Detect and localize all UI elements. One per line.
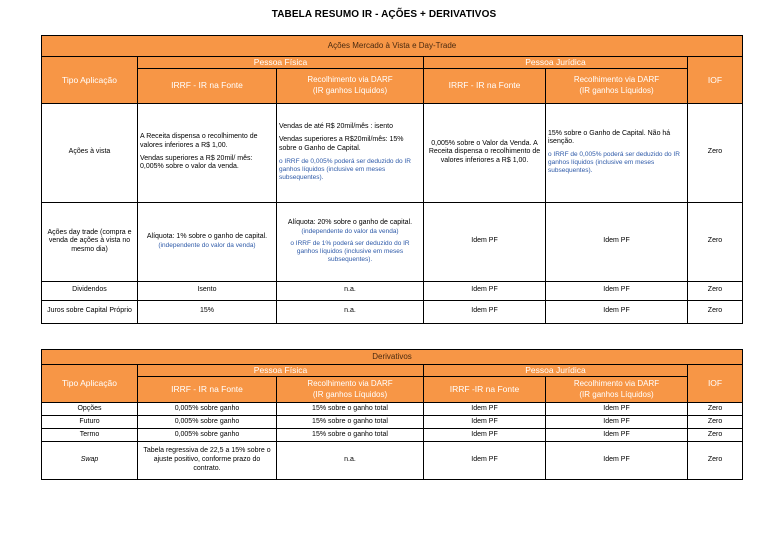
daytrade-pf-darf-2: (independente do valor da venda) bbox=[301, 227, 399, 235]
daytrade-iof: Zero bbox=[688, 202, 743, 281]
vista-pf-darf-1: Vendas de até R$ 20mil/mês : isento bbox=[279, 123, 394, 131]
header-pessoa-juridica: Pessoa Jurídica bbox=[424, 57, 688, 69]
header2-pj-darf bbox=[546, 377, 688, 403]
row-label-opcoes: Opções bbox=[42, 403, 138, 416]
table-row bbox=[42, 442, 743, 480]
juros-iof: Zero bbox=[688, 300, 743, 323]
row-label-swap: Swap bbox=[42, 442, 138, 480]
header-pj-darf-line1: Recolhimento via DARF bbox=[573, 75, 660, 85]
vista-pj-darf-1: 15% sobre o Ganho de Capital. Não há isenção. bbox=[548, 129, 671, 146]
table-row bbox=[42, 281, 743, 300]
daytrade-pj-darf: Idem PF bbox=[546, 202, 688, 281]
daytrade-pj-irrf: Idem PF bbox=[424, 202, 546, 281]
table-derivativos bbox=[41, 349, 743, 480]
opcoes-pf-irrf: 0,005% sobre ganho bbox=[138, 403, 277, 416]
header2-pf-darf-line2: (IR ganhos Líquidos) bbox=[312, 389, 388, 399]
header-pf-darf bbox=[277, 68, 424, 103]
daytrade-pf-darf bbox=[277, 202, 424, 281]
header-pf-darf-line2: (IR ganhos Líquidos) bbox=[312, 85, 388, 95]
swap-pf-darf: n.a. bbox=[277, 442, 424, 480]
daytrade-pf-darf-1: Alíquota: 20% sobre o ganho de capital. bbox=[287, 219, 413, 226]
header2-pessoa-fisica: Pessoa Física bbox=[138, 365, 424, 377]
termo-pj-darf: Idem PF bbox=[546, 429, 688, 442]
opcoes-pj-irrf: Idem PF bbox=[424, 403, 546, 416]
table-row bbox=[42, 300, 743, 323]
vista-pf-irrf-2: Vendas superiores a R$ 20mil/ mês: 0,005% sobre o valor da venda. bbox=[140, 154, 253, 171]
vista-pf-irrf bbox=[138, 103, 277, 202]
opcoes-pj-darf: Idem PF bbox=[546, 403, 688, 416]
header2-pf-darf bbox=[277, 377, 424, 403]
juros-pf-irrf: 15% bbox=[138, 300, 277, 323]
header2-iof: IOF bbox=[688, 365, 743, 403]
row-label-juros: Juros sobre Capital Próprio bbox=[42, 300, 138, 323]
header-iof: IOF bbox=[688, 57, 743, 104]
dividendos-pf-irrf: Isento bbox=[138, 281, 277, 300]
header2-tipo: Tipo Aplicação bbox=[42, 365, 138, 403]
daytrade-pf-irrf-1: Alíquota: 1% sobre o ganho de capital. bbox=[146, 233, 268, 241]
opcoes-iof: Zero bbox=[688, 403, 743, 416]
futuro-pj-irrf: Idem PF bbox=[424, 416, 546, 429]
vista-pf-darf-3: o IRRF de 0,005% poderá ser deduzido do IR ganhos líquidos (inclusive em meses subsequentes). bbox=[279, 157, 411, 181]
dividendos-iof: Zero bbox=[688, 281, 743, 300]
vista-iof: Zero bbox=[688, 103, 743, 202]
row-label-vista: Ações à vista bbox=[42, 103, 138, 202]
termo-pf-irrf: 0,005% sobre ganho bbox=[138, 429, 277, 442]
daytrade-pf-darf-3: o IRRF de 1% poderá ser deduzido do IR ganhos líquidos (inclusive em meses subsequentes). bbox=[290, 239, 410, 264]
page-title: TABELA RESUMO IR - AÇÕES + DERIVATIVOS bbox=[271, 9, 497, 20]
header-pj-darf bbox=[546, 68, 688, 103]
vista-pj-irrf: 0,005% sobre o Valor da Venda. A Receita dispensa o recolhimento de valores inferiores a R$ 1,00. bbox=[424, 103, 546, 202]
juros-pj-darf: Idem PF bbox=[546, 300, 688, 323]
vista-pf-darf bbox=[277, 103, 424, 202]
row-label-futuro: Futuro bbox=[42, 416, 138, 429]
futuro-pf-irrf: 0,005% sobre ganho bbox=[138, 416, 277, 429]
header-pf-darf-line1: Recolhimento via DARF bbox=[307, 75, 393, 85]
header2-pj-darf-line1: Recolhimento via DARF bbox=[573, 379, 660, 389]
swap-iof: Zero bbox=[688, 442, 743, 480]
juros-pf-darf: n.a. bbox=[277, 300, 424, 323]
header-pj-darf-line2: (IR ganhos Líquidos) bbox=[579, 85, 654, 95]
swap-pj-irrf: Idem PF bbox=[424, 442, 546, 480]
futuro-iof: Zero bbox=[688, 416, 743, 429]
vista-pj-darf-2: o IRRF de 0,005% poderá ser deduzido do IR ganhos líquidos (inclusive em meses subsequentes). bbox=[548, 151, 680, 175]
table-row bbox=[42, 416, 743, 429]
dividendos-pj-irrf: Idem PF bbox=[424, 281, 546, 300]
opcoes-pf-darf: 15% sobre o ganho total bbox=[277, 403, 424, 416]
header-pj-irrf: IRRF - IR na Fonte bbox=[424, 68, 546, 103]
table-row bbox=[42, 103, 743, 202]
vista-pf-irrf-1: A Receita dispensa o recolhimento de valores inferiores a R$ 1,00. bbox=[140, 133, 258, 149]
table-row bbox=[42, 202, 743, 281]
termo-pf-darf: 15% sobre o ganho total bbox=[277, 429, 424, 442]
header2-pj-darf-line2: (IR ganhos Líquidos) bbox=[579, 389, 654, 399]
row-label-termo: Termo bbox=[42, 429, 138, 442]
futuro-pj-darf: Idem PF bbox=[546, 416, 688, 429]
dividendos-pf-darf: n.a. bbox=[277, 281, 424, 300]
vista-pj-darf bbox=[546, 103, 688, 202]
header2-pessoa-juridica: Pessoa Jurídica bbox=[424, 365, 688, 377]
daytrade-pf-irrf-2: (independente do valor da venda) bbox=[158, 241, 256, 249]
table2-band: Derivativos bbox=[42, 350, 743, 365]
futuro-pf-darf: 15% sobre o ganho total bbox=[277, 416, 424, 429]
termo-pj-irrf: Idem PF bbox=[424, 429, 546, 442]
header2-pj-irrf: IRRF -IR na Fonte bbox=[424, 377, 546, 403]
termo-iof: Zero bbox=[688, 429, 743, 442]
header-tipo: Tipo Aplicação bbox=[42, 57, 138, 104]
table-row bbox=[42, 429, 743, 442]
daytrade-pf-irrf bbox=[138, 202, 277, 281]
juros-pj-irrf: Idem PF bbox=[424, 300, 546, 323]
vista-pf-darf-2: Vendas superiores a R$20mil/mês: 15% sobre o Ganho de Capital. bbox=[279, 136, 404, 152]
swap-pj-darf: Idem PF bbox=[546, 442, 688, 480]
dividendos-pj-darf: Idem PF bbox=[546, 281, 688, 300]
row-label-dividendos: Dividendos bbox=[42, 281, 138, 300]
table-acoes bbox=[41, 35, 743, 324]
header-pessoa-fisica: Pessoa Física bbox=[138, 57, 424, 69]
header-pf-irrf: IRRF - IR na Fonte bbox=[138, 68, 277, 103]
swap-pf-irrf: Tabela regressiva de 22,5 a 15% sobre o ajuste positivo, conforme prazo do contrato. bbox=[138, 442, 277, 480]
row-label-daytrade: Ações day trade (compra e venda de ações à vista no mesmo dia) bbox=[42, 202, 138, 281]
header2-pf-darf-line1: Recolhimento via DARF bbox=[307, 379, 393, 389]
table1-band: Ações Mercado à Vista e Day-Trade bbox=[42, 36, 743, 57]
header2-pf-irrf: IRRF - IR na Fonte bbox=[138, 377, 277, 403]
table-row bbox=[42, 403, 743, 416]
